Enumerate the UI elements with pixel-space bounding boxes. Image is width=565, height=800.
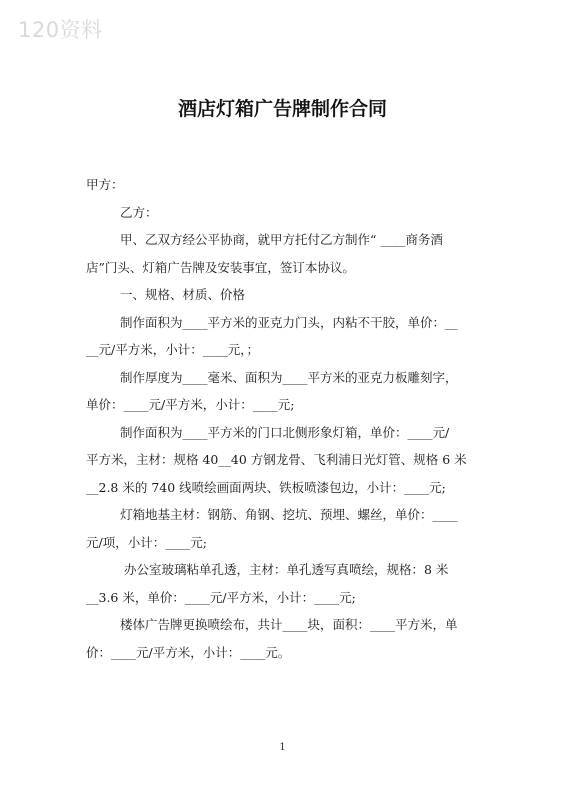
page-number: 1 (279, 742, 286, 753)
watermark: 120资料 (18, 18, 103, 42)
paragraph-line: 制作面积为____平方米的门口北侧形象灯箱，单价：____元/ (120, 424, 450, 440)
paragraph-line: 灯箱地基主材：钢筋、角钢、挖坑、预埋、螺丝，单价：____ (120, 507, 458, 522)
paragraph-line: 平方米，主材：规格 40__40 方钢龙骨、飞利浦日光灯管、规格 6 米 (86, 452, 467, 467)
paragraph-line: 楼体广告牌更换喷绘布，共计____块，面积：____平方米，单 (120, 617, 458, 632)
paragraph-line: 办公室玻璃粘单孔透，主材：单孔透写真喷绘，规格：8 米 (124, 562, 449, 577)
paragraph-line: __2.8 米的 740 线喷绘画面两块、铁板喷漆包边，小计：____元; (86, 479, 446, 495)
paragraph-line: __3.6 米，单价：____元/平方米，小计：____元; (86, 589, 356, 605)
party-b-line: 乙方： (120, 204, 158, 220)
page-title: 酒店灯箱广告牌制作合同 (177, 98, 387, 120)
paragraph-line: 制作面积为____平方米的亚克力门头，内粘不干胶，单价：__ (120, 314, 458, 330)
paragraph-line: 价：____元/平方米，小计：____元。 (86, 644, 291, 660)
paragraph-line: 单价：____元/平方米，小计：____元; (86, 397, 295, 412)
contract-body (86, 175, 482, 670)
paragraph-line: 制作厚度为____毫米、面积为____平方米的亚克力板雕刻字， (120, 369, 458, 385)
section-heading: 一、规格、材质、价格 (120, 287, 246, 302)
party-a-line: 甲方： (86, 177, 124, 192)
paragraph-line: __元/平方米，小计：____元，； (86, 342, 259, 357)
paragraph-line: 甲、乙双方经公平协商，就甲方托付乙方制作“ ____商务酒 (120, 232, 443, 247)
paragraph-line: 店”门头、灯箱广告牌及安装事宜，签订本协议。 (86, 259, 355, 275)
paragraph-line: 元/项，小计：____元; (86, 534, 207, 550)
